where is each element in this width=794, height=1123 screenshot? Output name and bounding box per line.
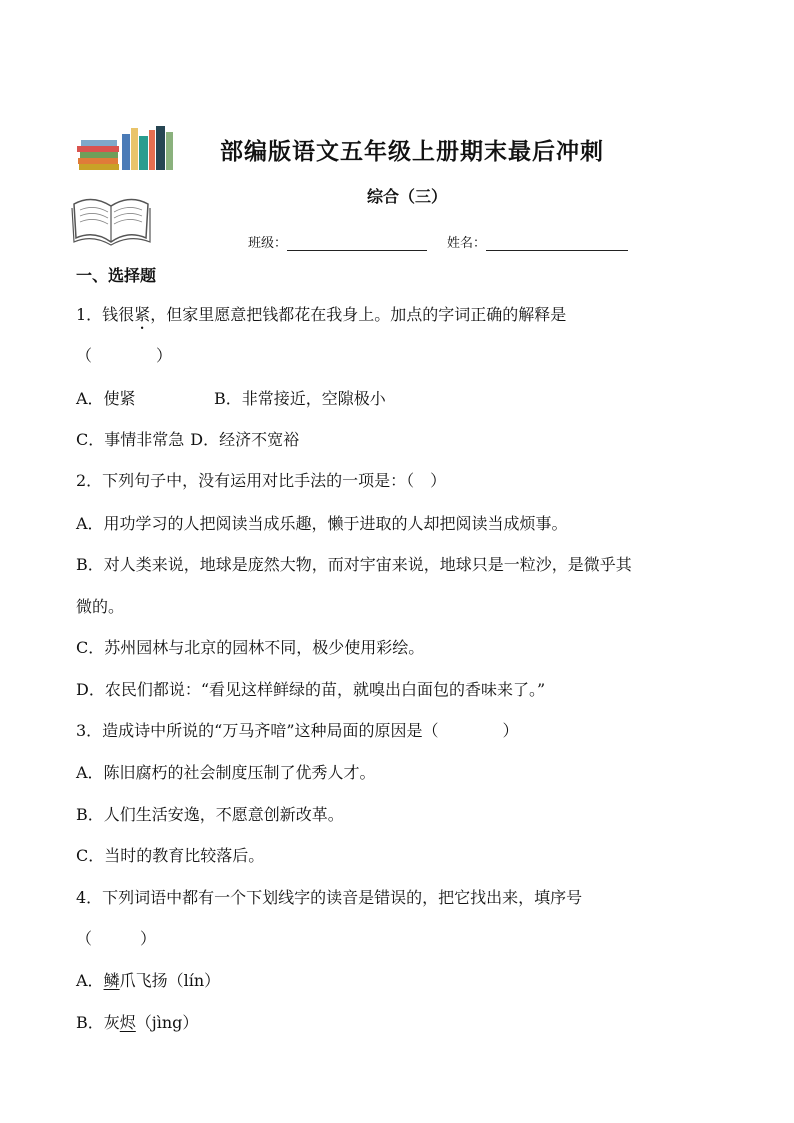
page-title: 部编版语文五年级上册期末最后冲刺 [220, 138, 604, 165]
class-label: 班级： [248, 236, 288, 251]
question-2-option-d: D．农民们都说：“看见这样鲜绿的苗，就嗅出白面包的香味来了。” [76, 680, 546, 699]
question-3-option-a: A．陈旧腐朽的社会制度压制了优秀人才。 [76, 763, 376, 782]
question-2-option-b-line1: B．对人类来说，地球是庞然大物，而对宇宙来说，地球只是一粒沙，是微乎其 [76, 555, 632, 574]
section-heading: 一、选择题 [76, 266, 157, 285]
option-a: A．使紧 [76, 389, 136, 408]
emphasized-char: 紧 [134, 305, 151, 324]
question-2-option-a: A．用功学习的人把阅读当成乐趣，懒于进取的人却把阅读当成烦事。 [76, 514, 568, 533]
question-2-stem: 2．下列句子中，没有运用对比手法的一项是：（ ） [76, 471, 447, 490]
underlined-char: 鳞 [103, 971, 120, 990]
question-3-stem: 3．造成诗中所说的“万马齐喑”这种局面的原因是（ ） [76, 721, 519, 740]
question-4-answer-paren: （ ） [76, 929, 157, 948]
question-1-options-cd [76, 429, 299, 451]
name-blank[interactable] [486, 236, 628, 251]
underlined-char: 烬 [119, 1013, 136, 1032]
student-info-fields [248, 232, 628, 251]
option-d: D．经济不宽裕 [190, 430, 300, 449]
class-blank[interactable] [287, 236, 427, 251]
question-1-stem: 1．钱很紧，但家里愿意把钱都花在我身上。加点的字词正确的解释是 [76, 305, 567, 324]
question-4-stem: 4．下列词语中都有一个下划线字的读音是错误的，把它找出来，填序号 [76, 888, 583, 907]
question-4-option-b: B．灰烬（jìng） [76, 1013, 199, 1032]
question-3-option-c: C．当时的教育比较落后。 [76, 846, 265, 865]
question-1-answer-paren: （ ） [76, 346, 173, 365]
option-c: C．事情非常急 [76, 430, 185, 449]
question-1-options-ab [76, 388, 386, 410]
page-subtitle: 综合（三） [366, 187, 447, 206]
option-b: B．非常接近，空隙极小 [214, 389, 386, 408]
name-label: 姓名： [447, 236, 487, 251]
question-3-option-b: B．人们生活安逸，不愿意创新改革。 [76, 805, 344, 824]
question-4-option-a: A．鳞爪飞扬（lín） [76, 971, 221, 990]
question-2-option-c: C．苏州园林与北京的园林不同，极少使用彩绘。 [76, 638, 425, 657]
question-2-option-b-line2: 微的。 [76, 597, 125, 616]
